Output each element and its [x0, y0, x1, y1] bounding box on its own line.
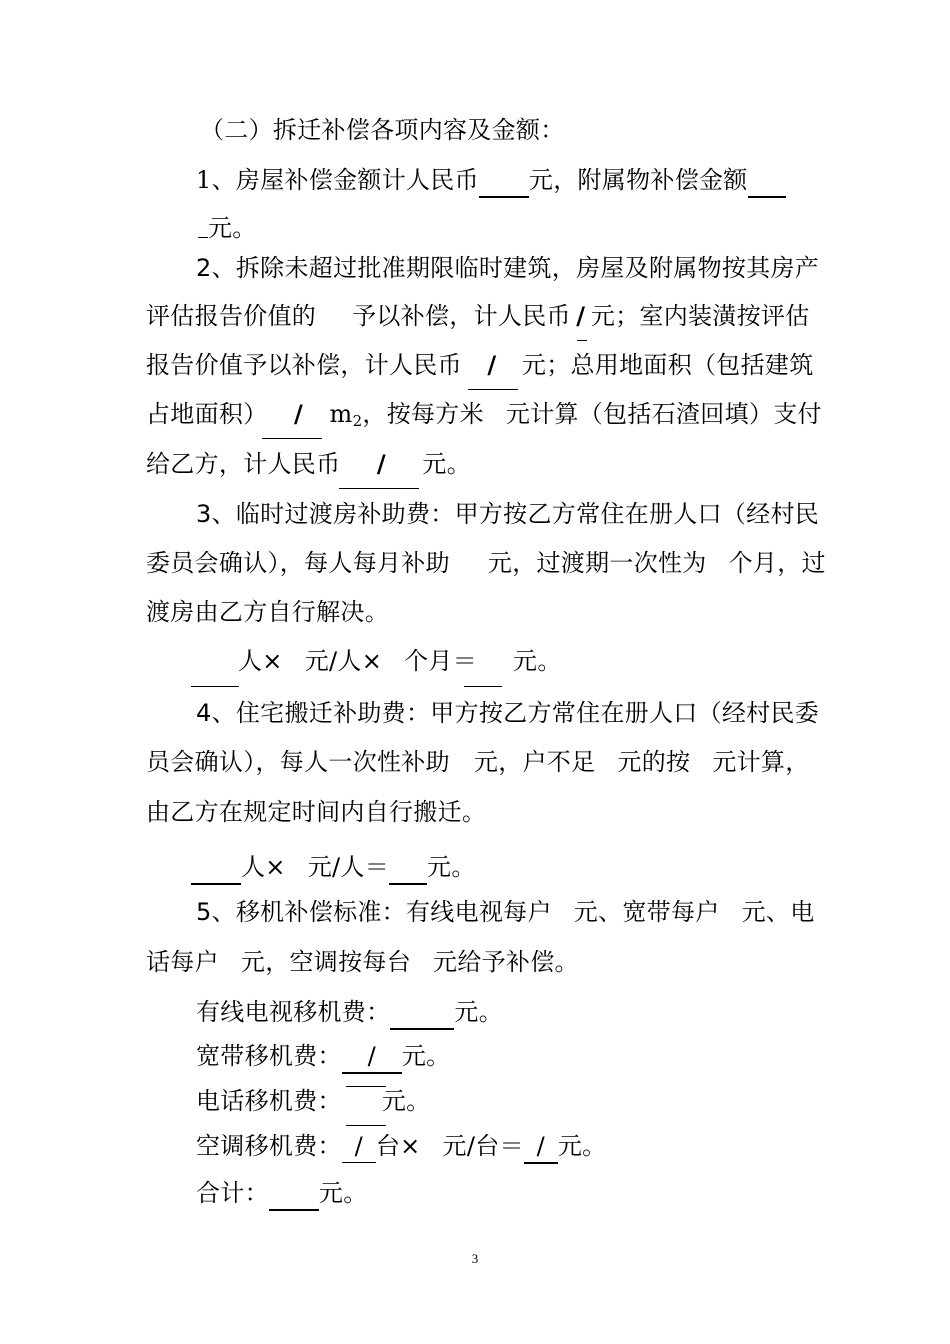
- item2-line3: [146, 349, 814, 381]
- item2-l5b: 元。: [422, 450, 472, 478]
- ac-unit-rate-blank[interactable]: [421, 1130, 443, 1162]
- ac-rate-blank[interactable]: [411, 946, 433, 978]
- transition-months-blank[interactable]: [707, 547, 729, 579]
- phone-fee-blank[interactable]: [342, 1085, 382, 1117]
- phone-rate-blank[interactable]: [219, 946, 241, 978]
- ac-fee-line: 空调移机费： / 台× 元/台＝ / 元。: [196, 1130, 606, 1164]
- item1-yuan-a: 元，附属物补偿金额: [528, 166, 748, 194]
- ac-fee-total-blank[interactable]: /: [524, 1130, 558, 1164]
- ac-fee-top-rule: [346, 1125, 386, 1126]
- item3-line2: [146, 547, 826, 579]
- household-calc-blank[interactable]: [690, 746, 712, 778]
- total-line: 合计： 元。: [196, 1177, 368, 1211]
- item3-l2a: 委员会确认），每人每月补助: [146, 549, 450, 577]
- item2-l3b: 元；总用地面积（包括建筑: [521, 351, 814, 379]
- item4-rate-blank[interactable]: [286, 851, 308, 883]
- broadband-fee-blank[interactable]: /: [342, 1040, 402, 1074]
- item3-total-blank[interactable]: [477, 645, 513, 677]
- cable-tv-fee-blank[interactable]: [390, 996, 454, 1030]
- cable-tv-fee-line: 有线电视移机费： 元。: [196, 996, 503, 1030]
- item3-rate-blank[interactable]: [283, 645, 305, 677]
- item2-line4: [146, 398, 822, 437]
- item2-l4c: 元计算（包括石渣回填）支付: [505, 400, 822, 428]
- item1-line2: 元。: [208, 214, 257, 242]
- land-amount-blank[interactable]: /: [376, 450, 386, 478]
- item2-rule-d: [339, 488, 419, 489]
- item3-persons-blank[interactable]: [191, 645, 238, 677]
- item1-number: 1: [196, 166, 212, 194]
- decoration-amount-blank[interactable]: /: [487, 351, 497, 379]
- item2-l2a: 评估报告价值的: [146, 302, 317, 330]
- household-min-blank[interactable]: [595, 746, 617, 778]
- item2-l2b: 予以补偿，计人民币: [352, 302, 571, 330]
- appraisal-percent-blank[interactable]: [316, 300, 352, 332]
- house-compensation-blank[interactable]: [479, 164, 529, 198]
- item3-l2c: 个月，过: [728, 549, 826, 577]
- attachment-compensation-blank[interactable]: [748, 164, 786, 198]
- item2-l3a: 报告价值予以补偿，计人民币: [146, 351, 462, 379]
- land-area-blank[interactable]: /: [293, 400, 304, 428]
- item2-line1: 2、拆除未超过批准期限临时建筑，房屋及附属物按其房产: [196, 254, 820, 282]
- item3-months-blank[interactable]: [382, 645, 404, 677]
- item3-line1: 3、临时过渡房补助费：甲方按乙方常住在册人口（经村民: [196, 500, 820, 528]
- broadband-rate-blank[interactable]: [720, 896, 742, 928]
- one-time-subsidy-blank[interactable]: [450, 746, 474, 778]
- price-per-sqm-blank[interactable]: [484, 398, 506, 430]
- ac-units-blank[interactable]: /: [342, 1130, 376, 1163]
- item1-sep: 、: [211, 166, 236, 194]
- item2-line2: [146, 300, 810, 332]
- item4-line1: 4、住宅搬迁补助费：甲方按乙方常住在册人口（经村民委: [196, 699, 820, 727]
- item2-rule-a: [577, 340, 587, 341]
- item5-line2: 话每户 元，空调按每台 元给予补偿。: [146, 948, 579, 976]
- item4-l2c: 元的按: [617, 748, 691, 776]
- item2-rule-b: [468, 389, 518, 390]
- item4-line2: [146, 746, 810, 778]
- item4-l2d: 元计算，: [712, 748, 810, 776]
- item3-line3: 渡房由乙方自行解决。: [146, 598, 389, 626]
- item2-rule-c: [262, 438, 322, 439]
- item1-text: 房屋补偿金额计人民币: [235, 166, 479, 194]
- item4-l2b: 元，户不足: [473, 748, 596, 776]
- temp-building-amount-blank[interactable]: /: [576, 302, 586, 330]
- phone-fee-line: 电话移机费： 元。: [196, 1087, 431, 1115]
- item2-l2c: 元；室内装潢按评估: [590, 302, 810, 330]
- item4-line3: 由乙方在规定时间内自行搬迁。: [146, 798, 487, 826]
- item3-rule-b: [464, 686, 502, 687]
- broadband-fee-line: 宽带移机费： / 元。: [196, 1040, 450, 1074]
- item4-l2a: 员会确认），每人一次性补助: [146, 748, 450, 776]
- monthly-subsidy-blank[interactable]: [450, 547, 488, 579]
- item2-l5a: 给乙方，计人民币: [146, 450, 341, 478]
- item2-l4b: ，按每方米: [362, 400, 484, 428]
- cable-tv-rate-blank[interactable]: [552, 896, 574, 928]
- item2-line5: [146, 448, 471, 480]
- item4-total-blank[interactable]: [389, 851, 427, 885]
- item4-formula: 人× 元/人＝ 元。: [191, 851, 476, 885]
- total-blank[interactable]: [269, 1177, 319, 1211]
- item3-formula: 人× 元/人× 个月＝ 元。: [191, 645, 562, 677]
- item3-rule-a: [191, 686, 239, 687]
- page-number: 3: [471, 1251, 479, 1266]
- item5-line1: 5、移机补偿标准：有线电视每户 元、宽带每户 元、电: [196, 898, 815, 926]
- item4-persons-blank[interactable]: [191, 851, 241, 885]
- section-title: （二）拆迁补偿各项内容及金额：: [200, 116, 565, 144]
- item2-l4a: 占地面积）: [146, 400, 268, 428]
- item1-line1: [196, 164, 786, 198]
- item1-short-rule: [198, 237, 208, 238]
- item3-l2b: 元，过渡期一次性为: [487, 549, 707, 577]
- square-meter-unit: $m_2$: [329, 400, 363, 430]
